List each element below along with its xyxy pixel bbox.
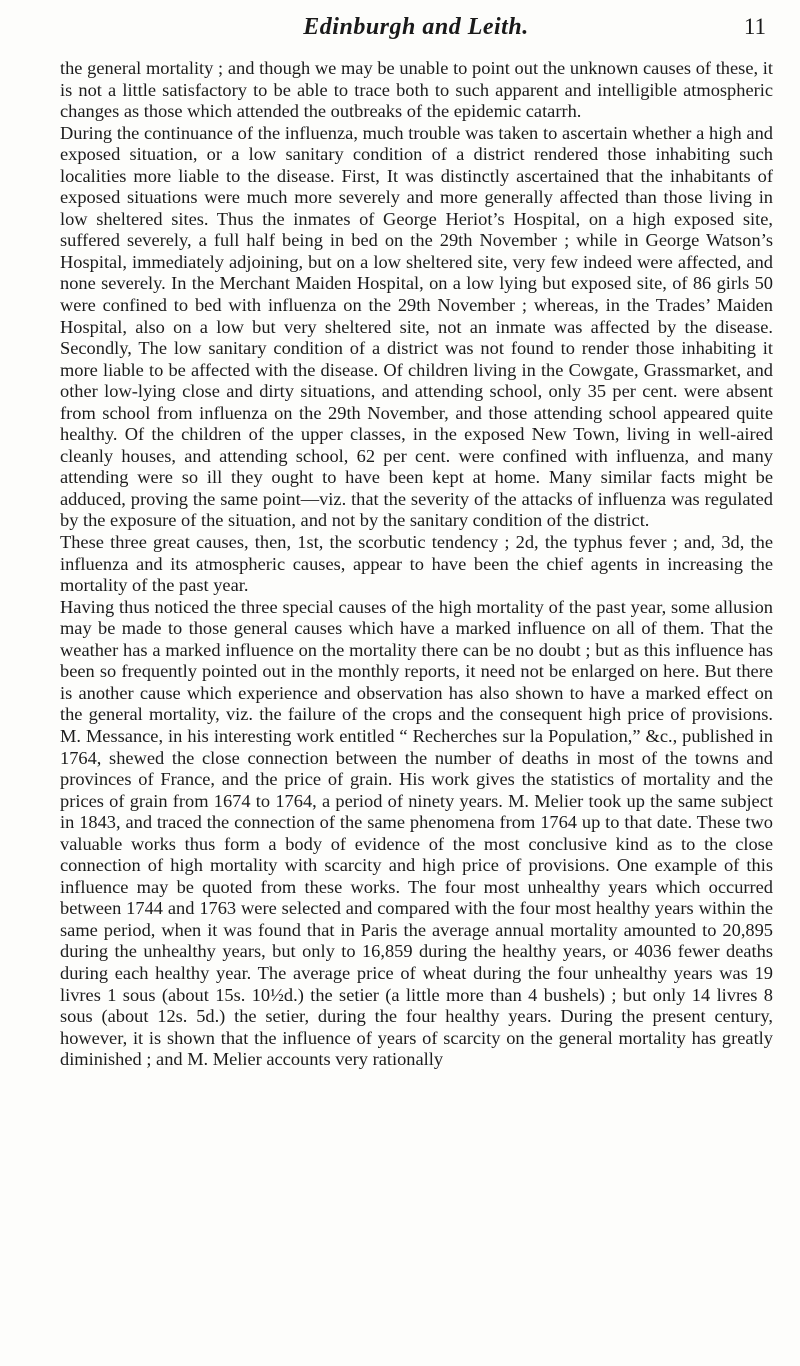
body-text: [60, 58, 773, 1071]
page-header: [62, 14, 770, 50]
paragraph-continuation: the general mortality ; and though we may be unable to point out the unknown causes of these, it is not a little satisfactory to be able to trace both to such apparent and intelligible atmospheric changes as those which attended the outbreaks of the epidemic catarrh.: [60, 58, 773, 122]
paragraph-general-causes: Having thus noticed the three special causes of the high mortality of the past year, some allusion may be made to those general causes which have a marked influence on all of them. That the weather has a marked influence on the mortality there can be no doubt ; but as this influence has been so frequently pointed out in the monthly reports, it need not be enlarged on here. But there is another cause which experience and observation has also shown to have a marked effect on the general mortality, viz. the failure of the crops and the consequent high price of provisions. M. Messance, in his interesting work entitled “ Recherches sur la Population,” &c., published in 1764, shewed the close connection between the number of deaths in most of the towns and provinces of France, and the price of grain. His work gives the statistics of mortality and the prices of grain from 1674 to 1764, a period of ninety years. M. Melier took up the same subject in 1843, and traced the connection of the same phenomena from 1764 up to that date. These two valuable works thus form a body of evidence of the most conclusive kind as to the close connection of high mortality with scarcity and high price of provisions. One example of this influence may be quoted from these works. The four most unhealthy years which occurred between 1744 and 1763 were selected and compared with the four most healthy years within the same period, when it was found that in Paris the average annual mortality amounted to 20,895 during the unhealthy years, but only to 16,859 during the healthy years, or 4036 fewer deaths during each healthy year. The average price of wheat during the four unhealthy years was 19 livres 1 sous (about 15s. 10½d.) the setier (a little more than 4 bushels) ; but only 14 livres 8 sous (about 12s. 5d.) the setier, during the four healthy years. During the present century, however, it is shown that the influence of years of scarcity on the general mortality has greatly diminished ; and M. Melier accounts very rationally: [60, 596, 773, 1070]
running-title: Edinburgh and Leith.: [303, 14, 529, 40]
paragraph-three-causes: These three great causes, then, 1st, the scorbutic tendency ; 2d, the typhus fever ; and, 3d, the influenza and its atmospheric causes, appear to have been the chief agents in increasing the mortality of the past year.: [60, 532, 773, 596]
paragraph-influenza-situation: During the continuance of the influenza, much trouble was taken to ascertain whether a high and exposed situation, or a low sanitary condition of a district rendered those inhabiting such localities more liable to the disease. First, It was distinctly ascertained that the inhabitants of exposed situations were much more severely and more generally affected than those living in low sheltered sites. Thus the inmates of George Heriot’s Hospital, on a high exposed site, suffered severely, a full half being in bed on the 29th November ; while in George Watson’s Hospital, immediately adjoining, but on a low sheltered site, very few indeed were affected, and none severely. In the Merchant Maiden Hospital, on a low lying but exposed site, of 86 girls 50 were confined to bed with influenza on the 29th November ; whereas, in the Trades’ Maiden Hospital, also on a low but very sheltered site, not an inmate was affected by the disease. Secondly, The low sanitary condition of a district was not found to render those inhabiting it more liable to be affected with the disease. Of children living in the Cowgate, Grassmarket, and other low-lying close and dirty situations, and attending school, only 35 per cent. were absent from school from influenza on the 29th November, and those attending school appeared quite healthy. Of the children of the upper classes, in the exposed New Town, living in well-aired cleanly houses, and attending school, 62 per cent. were confined with influenza, and many attending were so ill they ought to have been kept at home. Many similar facts might be adduced, proving the same point—viz. that the severity of the attacks of influenza was regulated by the exposure of the situation, and not by the sanitary condition of the district.: [60, 122, 773, 531]
page-number: 11: [743, 14, 766, 39]
